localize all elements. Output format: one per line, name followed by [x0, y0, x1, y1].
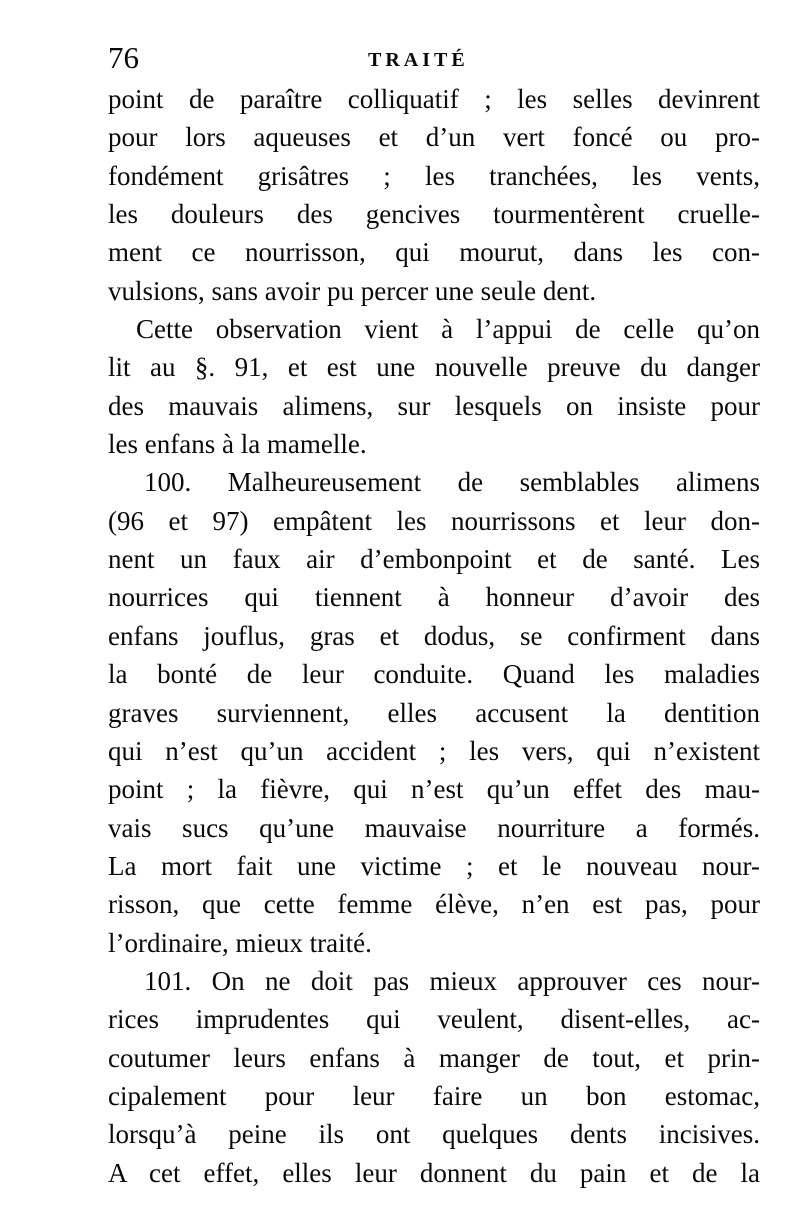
page-number: 76: [108, 40, 139, 75]
paragraph-start-line: Cette observation vient à l’appui de celle qu’on: [136, 314, 760, 345]
text-line: nourrices qui tiennent à honneur d’avoir des: [108, 582, 760, 613]
text-line: (96 et 97) empâtent les nourrissons et leur don-: [108, 505, 760, 536]
text-line: coutumer leurs enfans à manger de tout, et prin-: [108, 1042, 760, 1073]
text-line: rices imprudentes qui veulent, disent-elles, ac-: [108, 1004, 760, 1035]
text-line: La mort fait une victime ; et le nouveau nour-: [108, 850, 760, 881]
text-line: graves surviennent, elles accusent la dentition: [108, 697, 760, 728]
text-line: la bonté de leur conduite. Quand les maladies: [108, 659, 760, 690]
text-line: qui n’est qu’un accident ; les vers, qui n’existent: [108, 735, 760, 766]
text-line: A cet effet, elles leur donnent du pain et de la: [108, 1157, 760, 1188]
section-start-line: 100. Malheureusement de semblables alimens: [144, 467, 760, 498]
text-line: nent un faux air d’embonpoint et de santé. Les: [108, 544, 760, 575]
text-line: vais sucs qu’une mauvaise nourriture a formés.: [108, 812, 760, 843]
text-line: les douleurs des gencives tourmentèrent cruelle-: [108, 199, 760, 230]
text-line: fondément grisâtres ; les tranchées, les vents,: [108, 160, 760, 191]
text-line: point de paraître colliquatif ; les selles devinrent: [108, 84, 760, 114]
page-header: [108, 38, 760, 78]
text-line: lorsqu’à peine ils ont quelques dents incisives.: [108, 1119, 760, 1150]
text-line: cipalement pour leur faire un bon estomac,: [108, 1080, 760, 1111]
text-line: des mauvais alimens, sur lesquels on insiste pour: [108, 390, 760, 421]
text-line: risson, que cette femme élève, n’en est pas, pour: [108, 889, 760, 920]
text-line: lit au §. 91, et est une nouvelle preuve du danger: [108, 352, 760, 383]
running-head: TRAITÉ: [368, 49, 469, 71]
text-line: ment ce nourrisson, qui mourut, dans les con-: [108, 237, 760, 268]
text-line: les enfans à la mamelle.: [108, 429, 367, 460]
text-line: l’ordinaire, mieux traité.: [108, 927, 372, 958]
text-line: point ; la fièvre, qui n’est qu’un effet des mau-: [108, 774, 760, 805]
section-start-line: 101. On ne doit pas mieux approuver ces nour-: [144, 965, 760, 996]
page-body: [108, 80, 760, 1192]
text-line: pour lors aqueuses et d’un vert foncé ou pro-: [108, 122, 760, 153]
text-line: vulsions, sans avoir pu percer une seule dent.: [108, 275, 597, 306]
text-line: enfans jouflus, gras et dodus, se confirment dans: [108, 620, 760, 651]
